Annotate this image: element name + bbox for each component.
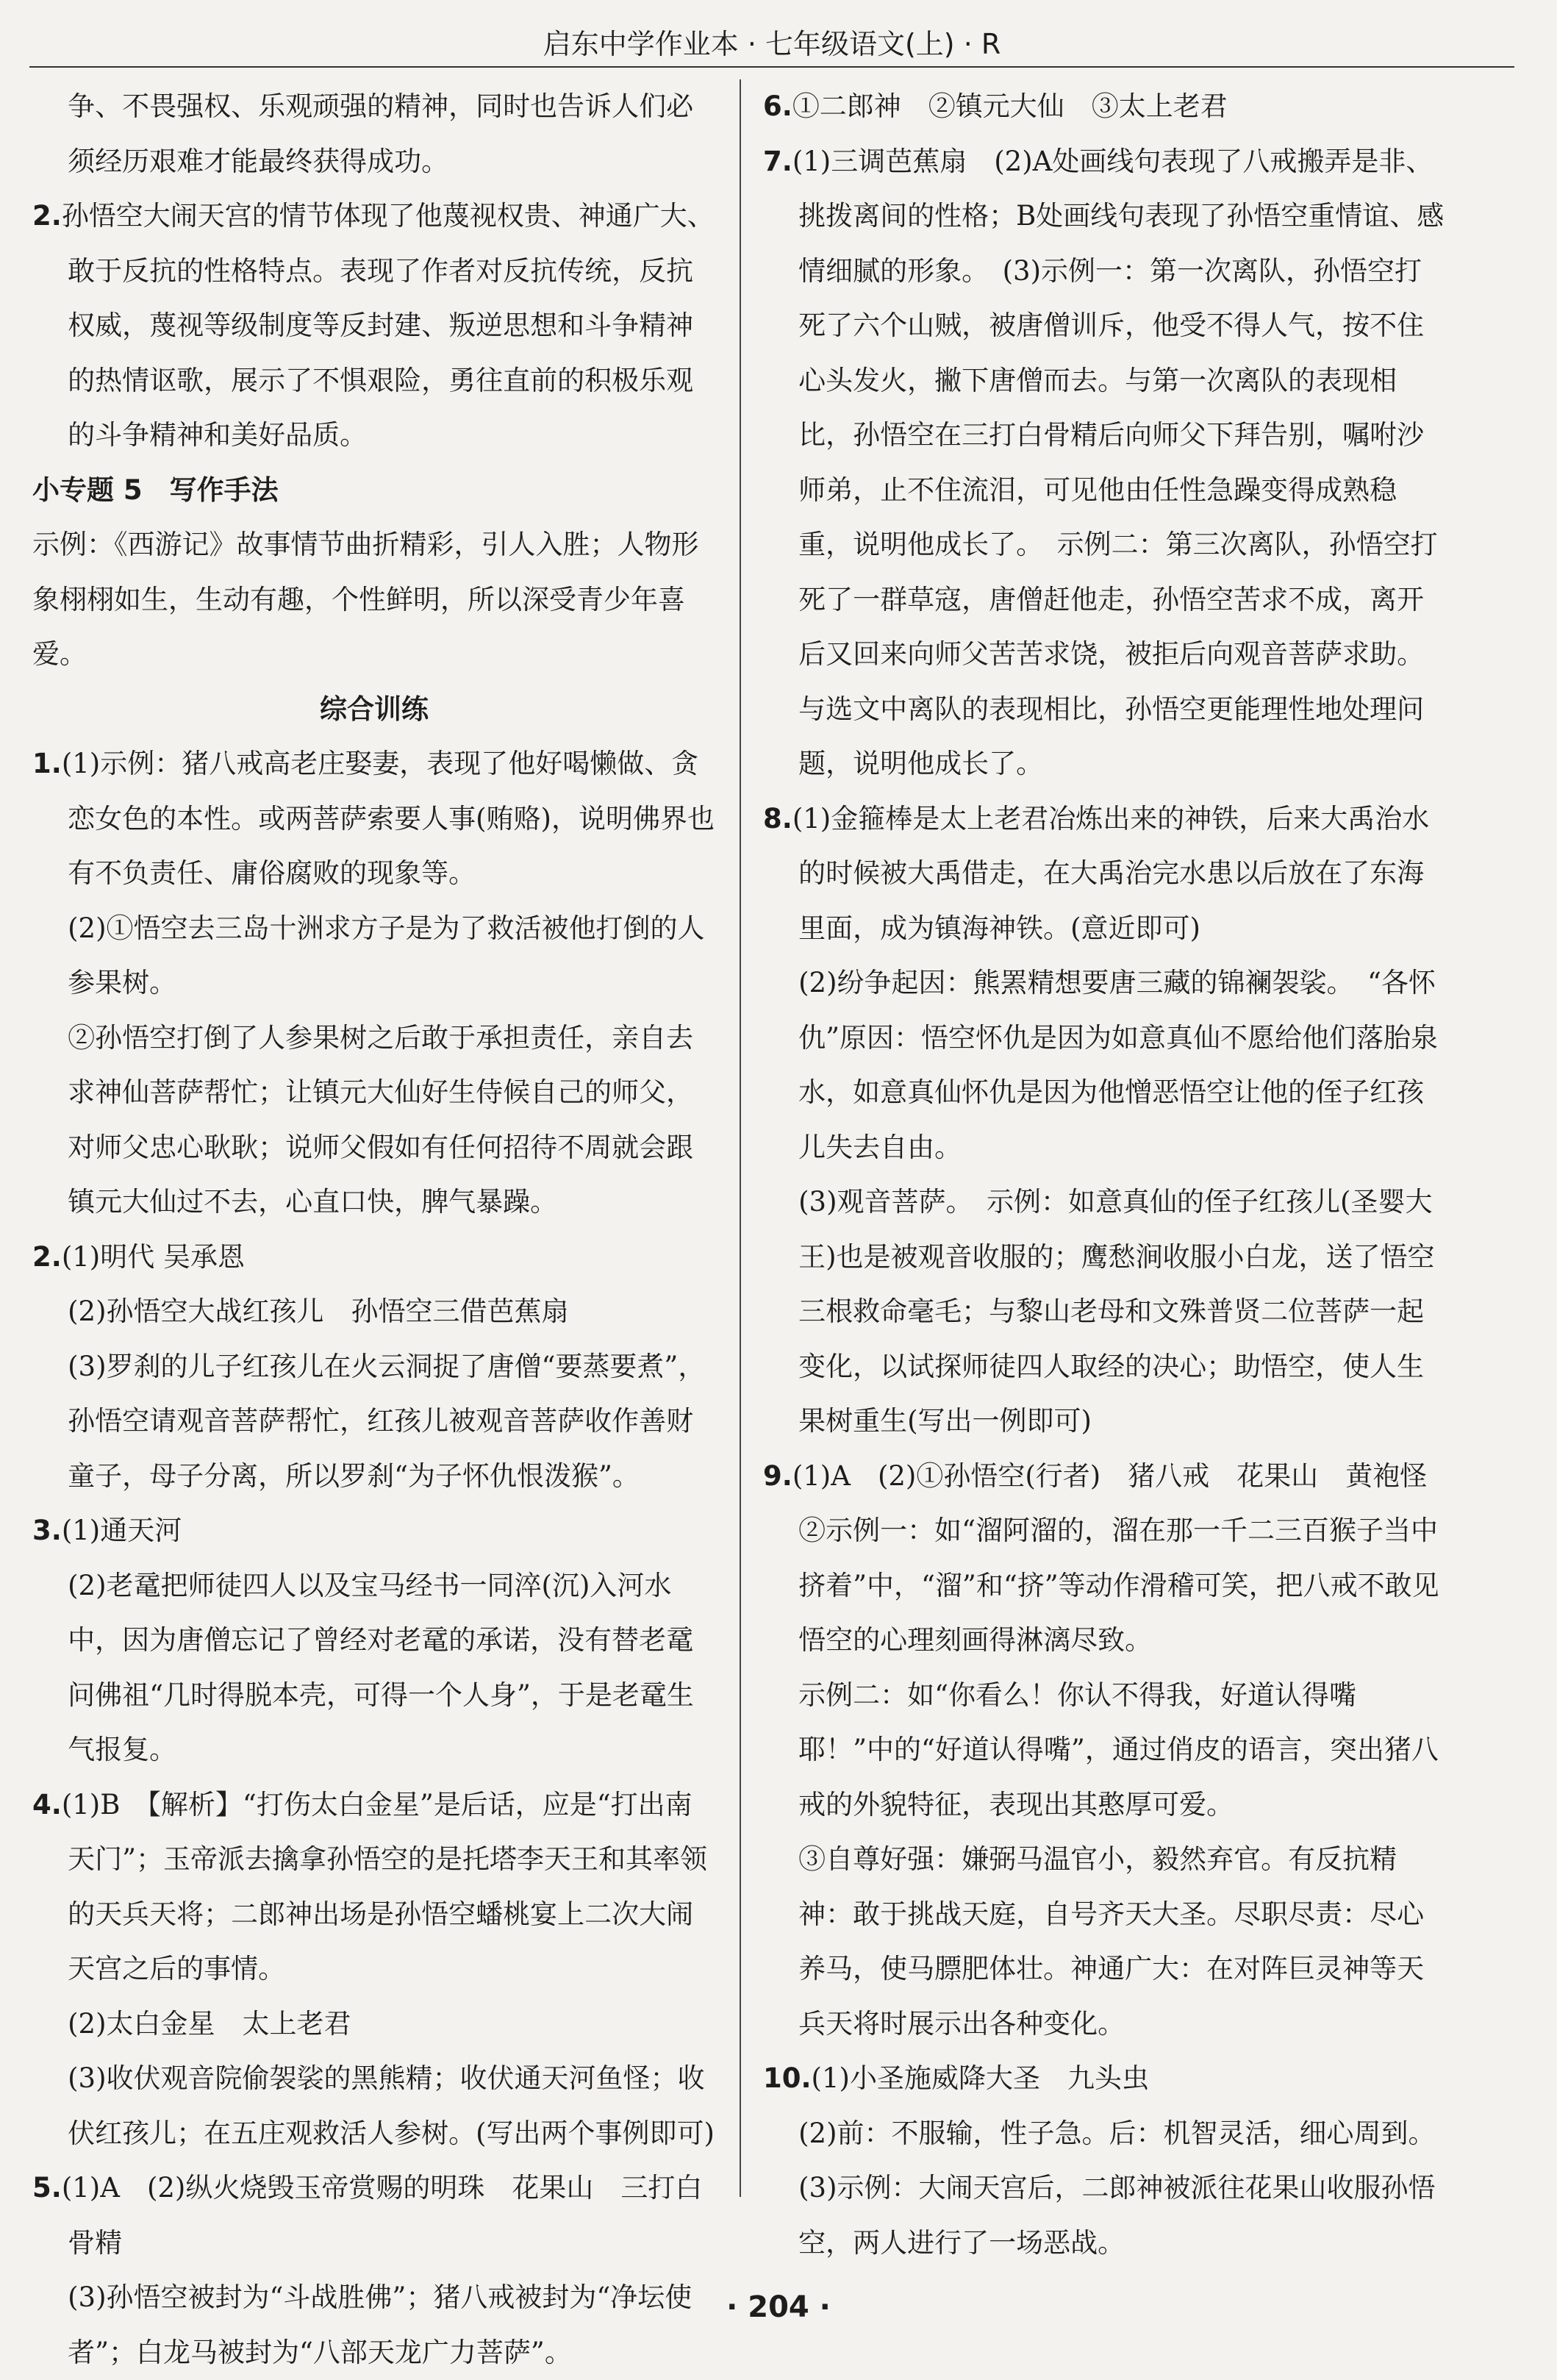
paragraph: ②孙悟空打倒了人参果树之后敢于承担责任，亲自去求神仙菩萨帮忙；让镇元大仙好生侍候自己的师父，对师父忠心耿耿；说师父假如有任何招待不周就会跟镇元大仙过不去，心直口快，脾气暴躁。	[68, 1021, 694, 1218]
section-title: 综合训练	[320, 693, 429, 725]
item-text: (1)三调芭蕉扇 (2)A处画线句表现了八戒搬弄是非、挑拨离间的性格；B处画线句表现了孙悟空重情谊、感情细腻的形象。 (3)示例一：第一次离队，孙悟空打死了六个山贼，被唐僧训斥，他受不得人气，按不住心头发火，撇下唐僧而去。与第一次离队的表现相比，孙悟空在三打白骨精后向师父下拜告别，嘱咐沙师弟，止不住流泪，可见他由任性急躁变得成熟稳重，说明他成长了。 示例二：第三次离队，孙悟空打死了一群草寇，唐僧赶他走，孙悟空苦求不成，离开后又回来向师父苦苦求饶，被拒后向观音菩萨求助。与选文中离队的表现相比，孙悟空更能理性地处理问题，说明他成长了。	[792, 145, 1445, 779]
item-text: (1)金箍棒是太上老君冶炼出来的神铁，后来大禹治水的时候被大禹借走，在大禹治完水患以后放在了东海里面，成为镇海神铁。(意近即可)	[792, 802, 1430, 944]
item-number: 7.	[763, 145, 792, 177]
paragraph: (2)纷争起因：熊罴精想要唐三藏的锦襕袈裟。 “各怀仇”原因：悟空怀仇是因为如意真仙不愿给他们落胎泉水，如意真仙怀仇是因为他憎恶悟空让他的侄子红孩儿失去自由。	[798, 967, 1439, 1163]
item-text: (1)示例：猪八戒高老庄娶妻，表现了他好喝懒做、贪恋女色的本性。或两菩萨索要人事(贿赂)，说明佛界也有不负责任、庸俗腐败的现象等。	[61, 748, 715, 889]
paragraph: (2)老鼋把师徒四人以及宝马经书一同淬(沉)入河水中，因为唐僧忘记了曾经对老鼋的承诺，没有替老鼋问佛祖“几时得脱本壳，可得一个人身”，于是老鼋生气报复。	[68, 1569, 694, 1765]
item-number: 6.	[763, 90, 792, 122]
item-number: 9.	[763, 1459, 792, 1492]
answer-item	[32, 1778, 716, 1997]
paragraph: ③自尊好强：嫌弼马温官小，毅然弃官。有反抗精神：敢于挑战天庭，自号齐天大圣。尽职尽责：尽心养马，使马膘肥体壮。神通广大：在对阵巨灵神等天兵天将时展示出各种变化。	[798, 1843, 1425, 2040]
paragraph: (3)罗刹的儿子红孩儿在火云洞捉了唐僧“要蒸要煮”，孙悟空请观音菩萨帮忙，红孩儿被观音菩萨收作善财童子，母子分离，所以罗刹“为子怀仇恨泼猴”。	[68, 1350, 706, 1492]
item-text: ①二郎神 ②镇元大仙 ③太上老君	[792, 90, 1228, 122]
paragraph: (3)孙悟空被封为“斗战胜佛”；猪八戒被封为“净坛使者”；白龙马被封为“八部天龙广力菩萨”。	[68, 2281, 692, 2368]
left-column	[32, 79, 716, 2368]
answer-item	[763, 2051, 1447, 2106]
item-text: (1)通天河	[61, 1515, 182, 1546]
item-text: (1)A (2)①孙悟空(行者) 猪八戒 花果山 黄袍怪	[792, 1459, 1428, 1492]
answer-item	[32, 189, 716, 463]
paragraph: 争、不畏强权、乐观顽强的精神，同时也告诉人们必须经历艰难才能最终获得成功。	[68, 90, 694, 177]
page-number: · 204 ·	[726, 2290, 831, 2324]
paragraph: (2)前：不服输，性子急。后：机智灵活，细心周到。	[798, 2117, 1436, 2149]
item-text: (1)A (2)纵火烧毁玉帝赏赐的明珠 花果山 三打白骨精	[61, 2172, 703, 2259]
answer-item	[763, 1449, 1447, 1504]
column-divider	[740, 79, 741, 2197]
paragraph: (2)孙悟空大战红孩儿 孙悟空三借芭蕉扇	[68, 1296, 569, 1327]
paragraph: (3)观音菩萨。 示例：如意真仙的侄子红孩儿(圣婴大王)也是被观音收服的；鹰愁涧收服小白龙，送了悟空三根救命毫毛；与黎山老母和文殊普贤二位菩萨一起变化，以试探师徒四人取经的决心；助悟空，使人生果树重生(写出一例即可)	[798, 1186, 1435, 1437]
right-column	[763, 79, 1447, 2259]
answer-item	[763, 792, 1447, 957]
item-number: 5.	[32, 2172, 62, 2204]
item-number: 8.	[763, 802, 792, 835]
item-number: 2.	[32, 200, 62, 232]
answer-item	[32, 2161, 716, 2270]
paragraph: (3)收伏观音院偷袈裟的黑熊精；收伏通天河鱼怪；收伏红孩儿；在五庄观救活人参树。(写出两个事例即可)	[68, 2062, 715, 2149]
item-number: 10.	[763, 2062, 812, 2094]
answer-item	[32, 1230, 716, 1285]
paragraph: 示例二：如“你看么！你认不得我，好道认得嘴耶！”中的“好道认得嘴”，通过俏皮的语言，突出猪八戒的外貌特征，表现出其憨厚可爱。	[798, 1679, 1439, 1820]
answer-item	[763, 135, 1447, 792]
paragraph: (3)示例：大闹天宫后，二郎神被派往花果山收服孙悟空，两人进行了一场恶战。	[798, 2172, 1436, 2259]
paragraph: (2)①悟空去三岛十洲求方子是为了救活被他打倒的人参果树。	[68, 912, 705, 998]
section-heading: 小专题 5 写作手法	[32, 474, 279, 506]
item-number: 3.	[32, 1515, 62, 1546]
paragraph: 示例：《西游记》故事情节曲折精彩，引人入胜；人物形象栩栩如生，生动有趣，个性鲜明，所以深受青少年喜爱。	[32, 529, 699, 670]
item-number: 4.	[32, 1788, 62, 1820]
item-number: 2.	[32, 1240, 62, 1273]
paragraph: ②示例一：如“溜阿溜的，溜在那一千二三百猴子当中挤着”中，“溜”和“挤”等动作滑稽可笑，把八戒不敢见悟空的心理刻画得淋漓尽致。	[798, 1515, 1439, 1656]
item-text: 孙悟空大闹天宫的情节体现了他蔑视权贵、神通广大、敢于反抗的性格特点。表现了作者对反抗传统，反抗权威，蔑视等级制度等反封建、叛逆思想和斗争精神的热情讴歌，展示了不惧艰险，勇往直前的积极乐观的斗争精神和美好品质。	[61, 200, 715, 451]
answer-item	[32, 1504, 716, 1559]
item-text: (1)明代 吴承恩	[61, 1240, 245, 1273]
item-text: (1)小圣施威降大圣 九头虫	[811, 2062, 1149, 2094]
answer-item	[763, 79, 1447, 135]
page-header: 启东中学作业本 · 七年级语文(上) · R	[29, 22, 1514, 68]
answer-item	[32, 737, 716, 901]
paragraph: (2)太白金星 太上老君	[68, 2007, 351, 2040]
item-number: 1.	[32, 748, 62, 779]
item-text: (1)B 【解析】“打伤太白金星”是后话，应是“打出南天门”；玉帝派去擒拿孙悟空的是托塔李天王和其率领的天兵天将；二郎神出场是孙悟空蟠桃宴上二次大闹天宫之后的事情。	[61, 1788, 708, 1984]
